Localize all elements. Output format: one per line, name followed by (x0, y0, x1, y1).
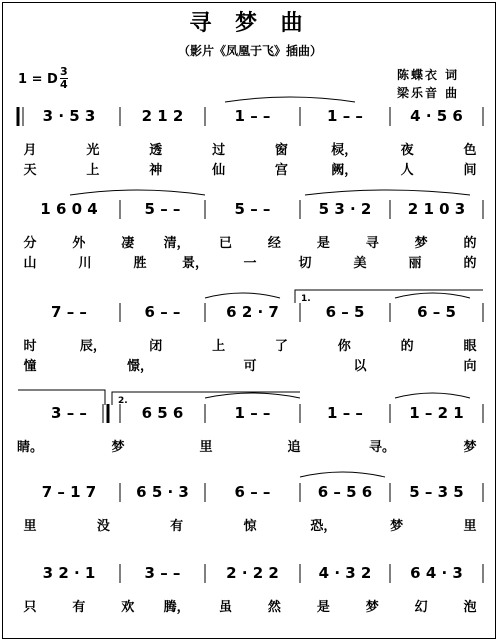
measure-notes: 2 · 2 2 (226, 564, 279, 582)
meter-top: 3 (60, 65, 68, 78)
lyric-syllable: 上 (86, 163, 100, 178)
lyric-syllable: 清， (163, 236, 190, 251)
lyric-syllable: 没 (96, 519, 110, 534)
song-subtitle: （影片《凤凰于飞》插曲） (177, 44, 322, 58)
lyric-syllable: 有 (170, 519, 184, 534)
lyric-syllable: 泡 (463, 600, 477, 615)
lyric-syllable: 丽 (408, 256, 422, 271)
lyric-syllable: 向 (463, 359, 477, 374)
lyric-syllable: 然 (267, 600, 281, 615)
lyric-syllable: 外 (72, 236, 86, 251)
song-title: 寻 梦 曲 (189, 11, 311, 36)
lyric-syllable: 是 (316, 236, 330, 251)
first-ending-bracket (295, 290, 483, 303)
lyric-syllable: 里 (23, 519, 37, 534)
lyric-syllable: 夜 (400, 143, 414, 158)
lyric-syllable: 分 (23, 236, 37, 251)
lyric-syllable: 梦 (463, 440, 477, 455)
measure-notes: 1 – – (327, 404, 363, 422)
lyric-syllable: 胜 (133, 256, 147, 271)
measure-notes: 6 4 · 3 (410, 564, 463, 582)
measure-notes: 7 – 1 7 (41, 483, 97, 501)
measure-notes: 1 – – (234, 107, 271, 125)
lyric-syllable: 美 (353, 256, 367, 271)
lyric-syllable: 上 (212, 339, 226, 354)
tie-slur (395, 393, 470, 398)
lyric-syllable: 山 (23, 256, 37, 271)
lyric-syllable: 光 (86, 143, 100, 158)
measure-notes: 1 – – (327, 107, 363, 125)
measure-notes: 6 – – (144, 303, 181, 321)
tie-slur (300, 472, 385, 477)
lyric-syllable: 过 (212, 143, 226, 158)
lyric-syllable: 阙， (331, 163, 358, 178)
lyric-syllable: 幻 (414, 600, 428, 615)
lyricist-credit: 陈蝶衣 词 (397, 68, 460, 82)
lyric-syllable: 切 (298, 256, 312, 271)
tie-slur (205, 293, 280, 298)
lyric-syllable: 恐， (310, 519, 337, 534)
lyric-syllable: 川 (78, 256, 92, 271)
measure-notes: 1 – – (234, 404, 271, 422)
lyric-syllable: 经 (267, 236, 281, 251)
second-ending-label: 2. (118, 396, 128, 406)
meter-bottom: 4 (60, 78, 68, 91)
lyric-syllable: 腾， (163, 600, 190, 615)
lyric-syllable: 景， (181, 256, 209, 271)
composer-credit: 梁乐音 曲 (397, 86, 460, 100)
lyric-syllable: 人 (400, 163, 414, 178)
key-signature: 1 = D (18, 72, 58, 87)
measure-notes: 6 – 5 6 (317, 483, 373, 501)
measure-notes: 2 1 2 (141, 107, 184, 125)
measure-notes: 7 – – (51, 303, 87, 321)
lyric-syllable: 的 (463, 236, 477, 251)
measure-notes: 3 – – (144, 564, 181, 582)
lyric-syllable: 里 (463, 519, 477, 534)
tie-slur (305, 190, 470, 195)
first-ending-label: 1. (301, 294, 311, 304)
measure-notes: 1 6 0 4 (40, 200, 98, 218)
lyric-syllable: 憬， (126, 359, 154, 374)
lyric-syllable: 间 (463, 163, 477, 178)
lyric-syllable: 寻 (365, 236, 379, 251)
measure-notes: 6 – – (234, 483, 271, 501)
first-ending-continuation (18, 390, 105, 405)
lyric-syllable: 月 (23, 143, 37, 158)
lyric-syllable: 的 (463, 256, 477, 271)
lyric-syllable: 闭 (149, 339, 163, 354)
lyric-syllable: 憧 (23, 359, 37, 374)
lyric-syllable: 眼 (463, 339, 477, 354)
measure-notes: 6 5 · 3 (136, 483, 189, 501)
lyric-syllable: 梦 (111, 440, 125, 455)
measure-notes: 5 – 3 5 (409, 483, 464, 501)
lyric-syllable: 了 (274, 339, 288, 354)
lyric-syllable: 棂， (331, 143, 358, 158)
lyric-syllable: 的 (400, 339, 414, 354)
lyric-syllable: 欢 (121, 600, 135, 615)
lyric-syllable: 虽 (219, 600, 233, 615)
measure-notes: 3 2 · 1 (42, 564, 96, 582)
measure-notes: 6 5 6 (141, 404, 184, 422)
lyric-syllable: 寻。 (368, 440, 396, 455)
measure-notes: 4 · 3 2 (318, 564, 372, 582)
lyric-syllable: 只 (23, 600, 37, 615)
lyric-syllable: 色 (463, 143, 477, 158)
measure-notes: 1 – 2 1 (409, 404, 464, 422)
lyric-syllable: 透 (149, 143, 163, 158)
lyric-syllable: 梦 (414, 236, 428, 251)
measure-notes: 5 – – (234, 200, 271, 218)
lyric-syllable: 有 (72, 600, 86, 615)
lyric-syllable: 宫 (274, 163, 288, 178)
tie-slur (70, 190, 205, 195)
lyric-syllable: 神 (149, 163, 163, 178)
lyric-syllable: 仙 (212, 163, 226, 178)
lyric-syllable: 惊 (243, 519, 257, 534)
lyric-syllable: 里 (199, 440, 213, 455)
lyric-syllable: 可 (243, 359, 257, 374)
lyric-syllable: 梦 (365, 600, 379, 615)
tie-slur (395, 293, 470, 298)
measure-notes: 5 3 · 2 (318, 200, 372, 218)
lyric-syllable: 追 (287, 440, 301, 455)
lyric-syllable: 窗 (274, 143, 288, 158)
lyric-syllable: 辰， (79, 339, 106, 354)
measure-notes: 6 – 5 (325, 303, 365, 321)
lyric-syllable: 已 (219, 236, 233, 251)
lyric-syllable: 天 (23, 163, 37, 178)
lyric-syllable: 时 (23, 339, 37, 354)
measure-notes: 4 · 5 6 (410, 107, 463, 125)
measure-notes: 3 · 5 3 (42, 107, 96, 125)
lyric-syllable: 凄 (121, 236, 135, 251)
measure-notes: 5 – – (144, 200, 181, 218)
lyric-syllable: 梦 (390, 519, 404, 534)
lyric-syllable: 一 (243, 256, 257, 271)
measure-notes: 2 1 0 3 (407, 200, 466, 218)
lyric-syllable: 是 (316, 600, 330, 615)
tie-slur (225, 97, 355, 102)
measure-notes: 6 – 5 (417, 303, 456, 321)
tie-slur (205, 393, 300, 398)
measure-notes: 3 – – (51, 404, 87, 422)
measure-notes: 6 2 · 7 (226, 303, 279, 321)
lyric-syllable: 睛。 (16, 440, 44, 455)
lyric-syllable: 以 (353, 359, 367, 374)
lyric-syllable: 你 (337, 339, 351, 354)
